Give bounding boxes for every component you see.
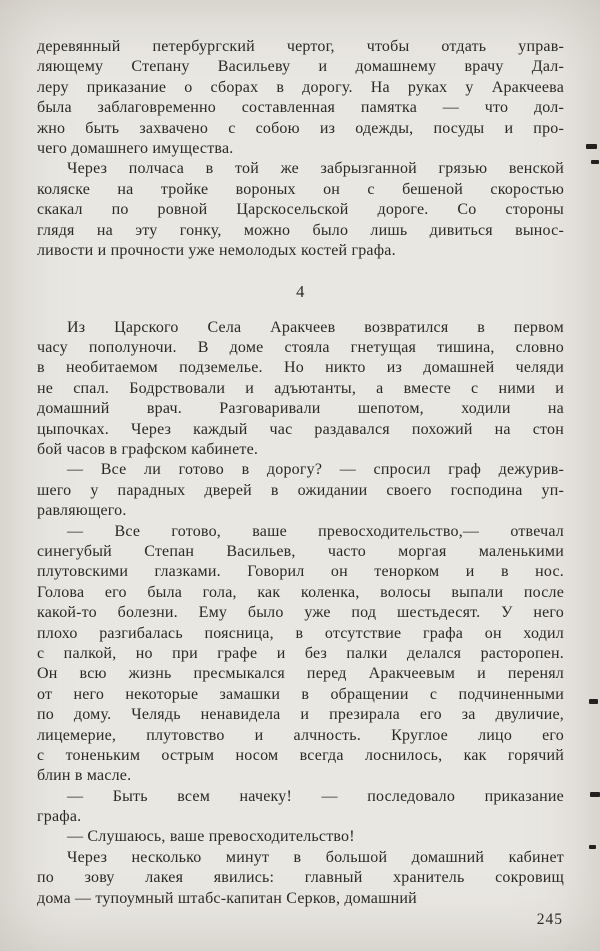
text-line: графа. <box>37 808 82 826</box>
text-line: не спал. Бодрствовали и адъютанты, а вместе с ними и <box>37 379 564 397</box>
text-line: глядя на эту гонку, можно было лишь дивиться вынос- <box>37 221 564 239</box>
text-block <box>37 37 564 909</box>
text-line: Из Царского Села Аракчеев возвратился в первом <box>67 318 564 336</box>
text-line: лицемерие, плутовство и алчность. Круглое лицо его <box>37 726 564 744</box>
section-heading: 4 <box>296 282 305 302</box>
paragraph <box>37 522 564 787</box>
text-line: блин в масле. <box>37 767 132 785</box>
paragraph <box>37 159 564 261</box>
scan-artifact <box>590 792 600 797</box>
text-line: — Слушаюсь, ваше превосходительство! <box>67 828 355 846</box>
text-line: с тоненьким острым носом всегда лоснилось, как горячий <box>37 746 564 764</box>
text-line: в необитаемом подземелье. Но никто из домашней челяди <box>37 359 564 377</box>
paragraph <box>37 827 564 847</box>
text-line: Он всю жизнь пресмыкался перед Аракчеевым и перенял <box>37 665 564 683</box>
text-line: какой-то болезни. Ему было уже под шестьдесят. У него <box>37 604 564 622</box>
text-line: по дому. Челядь ненавидела и презирала его за двуличие, <box>37 706 564 724</box>
paragraph <box>37 460 564 521</box>
text-line: Через несколько минут в большой домашний кабинет <box>67 848 564 866</box>
text-line: ляющему Степану Васильеву и домашнему врачу Дал- <box>37 58 564 76</box>
text-line: Голова его была гола, как коленка, волосы выпали после <box>37 583 564 601</box>
text-line: — Все готово, ваше превосходительство,— отвечал <box>67 522 564 540</box>
text-line: равляющего. <box>37 502 127 520</box>
scan-artifact <box>589 699 598 704</box>
text-line: синегубый Степан Васильев, часто моргая маленькими <box>37 543 564 560</box>
text-line: шего у парадных дверей в ожидании своего господина уп- <box>37 481 564 499</box>
text-line: ливости и прочности уже немолодых костей графа. <box>37 241 396 259</box>
text-line: коляске на тройке вороных он с бешеной скоростью <box>37 180 564 198</box>
text-line: — Быть всем начеку! — последовало приказание <box>67 787 564 805</box>
text-line: леру приказание о сборах в дорогу. На руках у Аракчеева <box>37 78 564 96</box>
text-line: деревянный петербургский чертог, чтобы отдать управ- <box>37 38 564 55</box>
text-line: цыпочках. Через каждый час раздавался похожий на стон <box>37 420 564 438</box>
text-line: бой часов в графском кабинете. <box>37 441 259 459</box>
scan-artifact <box>589 845 596 849</box>
page-number: 245 <box>536 911 563 928</box>
text-line: дома — тупоумный штабс-капитан Серков, домашний <box>37 889 417 907</box>
scan-artifact <box>586 144 597 149</box>
text-line: Через полчаса в той же забрызганной грязью венской <box>67 160 564 178</box>
text-line: плутовскими глазками. Говорил он тенорком и в нос. <box>37 563 564 581</box>
paragraph <box>37 848 564 909</box>
text-line: была заблаговременно составленная памятка — что дол- <box>37 99 564 117</box>
text-line: с палкой, но при графе и без палки делался расторопен. <box>37 644 564 662</box>
text-line: плохо разгибалась поясница, в отсутствие графа он ходил <box>37 624 564 642</box>
text-line: от него некоторые замашки в обращении с подчиненными <box>37 685 564 703</box>
text-line: чего домашнего имущества. <box>37 139 234 157</box>
text-line: жно быть захвачено с собою из одежды, посуды и про- <box>37 119 564 137</box>
text-line: скакал по ровной Царскосельской дороге. Со стороны <box>37 201 564 219</box>
scan-artifact <box>591 160 599 164</box>
text-line: домашний врач. Разговаривали шепотом, ходили на <box>37 400 564 418</box>
paragraph <box>37 318 564 461</box>
text-line: — Все ли готово в дорогу? — спросил граф дежурив- <box>67 461 564 479</box>
text-line: часу пополуночи. В доме стояла гнетущая тишина, словно <box>37 339 564 357</box>
paragraph <box>37 37 564 159</box>
paragraph <box>37 787 564 828</box>
text-line: по зову лакея явились: главный хранитель сокровищ <box>37 869 564 887</box>
